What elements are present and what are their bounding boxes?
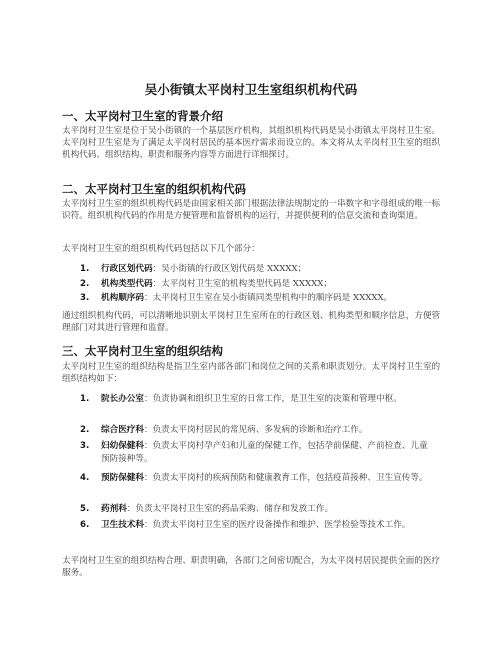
- list-number: 6.: [80, 520, 90, 530]
- list-text: ：负责太平岗村居民的常见病、多发病的诊断和治疗工作。: [143, 425, 368, 435]
- paragraph-org-code-closing: 通过组织机构代码，可以清晰地识别太平岗村卫生室所在的行政区划、机构类型和顺序信息，方便管理部门对其进行管理和监督。: [62, 311, 441, 333]
- section-heading-org-code: 二、太平岗村卫生室的组织机构代码: [62, 182, 246, 196]
- paragraph-org-code-intro: 太平岗村卫生室的组织机构代码是由国家相关部门根据法律法规制定的一串数字和字母组成的唯一标识符。组织机构代码的作用是方便管理和监督机构的运行，并提供便利的信息交流和查询渠道。: [62, 199, 441, 221]
- list-item: [80, 424, 435, 437]
- list-item: [80, 263, 435, 276]
- list-number: 3.: [80, 293, 90, 303]
- list-number: 1.: [80, 264, 90, 274]
- list-term: 卫生技术科: [101, 520, 144, 530]
- list-term: 院长办公室: [101, 394, 144, 404]
- list-item: [80, 292, 465, 305]
- list-text: ：吴小街镇的行政区划代码是 XXXXX；: [152, 264, 307, 274]
- list-term: 预防保健科: [101, 473, 144, 483]
- list-term: 综合医疗科: [101, 425, 144, 435]
- list-item: [80, 440, 435, 465]
- list-term: 行政区划代码: [101, 264, 153, 274]
- list-number: 2.: [80, 425, 90, 435]
- paragraph-org-code-parts: 太平岗村卫生室的组织机构代码包括以下几个部分：: [62, 244, 260, 254]
- list-number: 2.: [80, 279, 90, 289]
- list-text: ：负责太平岗村孕产妇和儿童的保健工作，包括孕前保健、产前检查、儿童预防接种等。: [101, 441, 428, 464]
- list-number: 5.: [80, 504, 90, 514]
- list-number: 4.: [80, 473, 90, 483]
- list-text: ：太平岗村卫生室的机构类型代码是 XXXXX；: [152, 279, 332, 289]
- section-heading-org-structure: 三、太平岗村卫生室的组织结构: [62, 344, 223, 358]
- list-term: 机构类型代码: [101, 279, 153, 289]
- list-text: ：负责太平岗村的疾病预防和健康教育工作，包括疫苗接种、卫生宣传等。: [143, 473, 428, 483]
- list-text: ：负责太平岗村卫生室的医疗设备操作和维护、医学检验等技术工作。: [143, 520, 411, 530]
- list-number: 3.: [80, 441, 90, 451]
- list-text: ：负责太平岗村卫生室的药品采购、储存和发放工作。: [126, 504, 334, 514]
- list-text: ：负责协调和组织卫生室的日常工作，是卫生室的决策和管理中枢。: [143, 394, 402, 404]
- paragraph-org-structure-closing: 太平岗村卫生室的组织结构合理、职责明确，各部门之间密切配合，为太平岗村居民提供全面的医疗服务。: [62, 556, 441, 578]
- list-item: [80, 472, 435, 485]
- paragraph-org-structure-intro: 太平岗村卫生室的组织结构是指卫生室内部各部门和岗位之间的关系和职责划分。太平岗村卫生室的组织结构如下：: [62, 362, 441, 384]
- list-text: ：太平岗村卫生室在吴小街镇同类型机构中的顺序码是 XXXXX。: [143, 293, 393, 303]
- paragraph-background: 太平岗村卫生室是位于吴小街镇的一个基层医疗机构，其组织机构代码是吴小街镇太平岗村卫生室。太平岗村卫生室是为了满足太平岗村居民的基本医疗需求而设立的。本文将从太平岗村卫生室的组织机构代码、组织结构、职责和服务内容等方面进行详细探讨。: [62, 126, 441, 160]
- list-number: 1.: [80, 394, 90, 404]
- list-item: [80, 519, 435, 532]
- list-item: [80, 278, 435, 291]
- list-item: [80, 503, 435, 516]
- list-term: 机构顺序码: [101, 293, 144, 303]
- list-term: 药剂科: [101, 504, 127, 514]
- list-term: 妇幼保健科: [101, 441, 144, 451]
- list-item: [80, 393, 435, 406]
- section-heading-background: 一、太平岗村卫生室的背景介绍: [62, 109, 223, 123]
- document-title: 吴小街镇太平岗村卫生室组织机构代码: [144, 82, 358, 97]
